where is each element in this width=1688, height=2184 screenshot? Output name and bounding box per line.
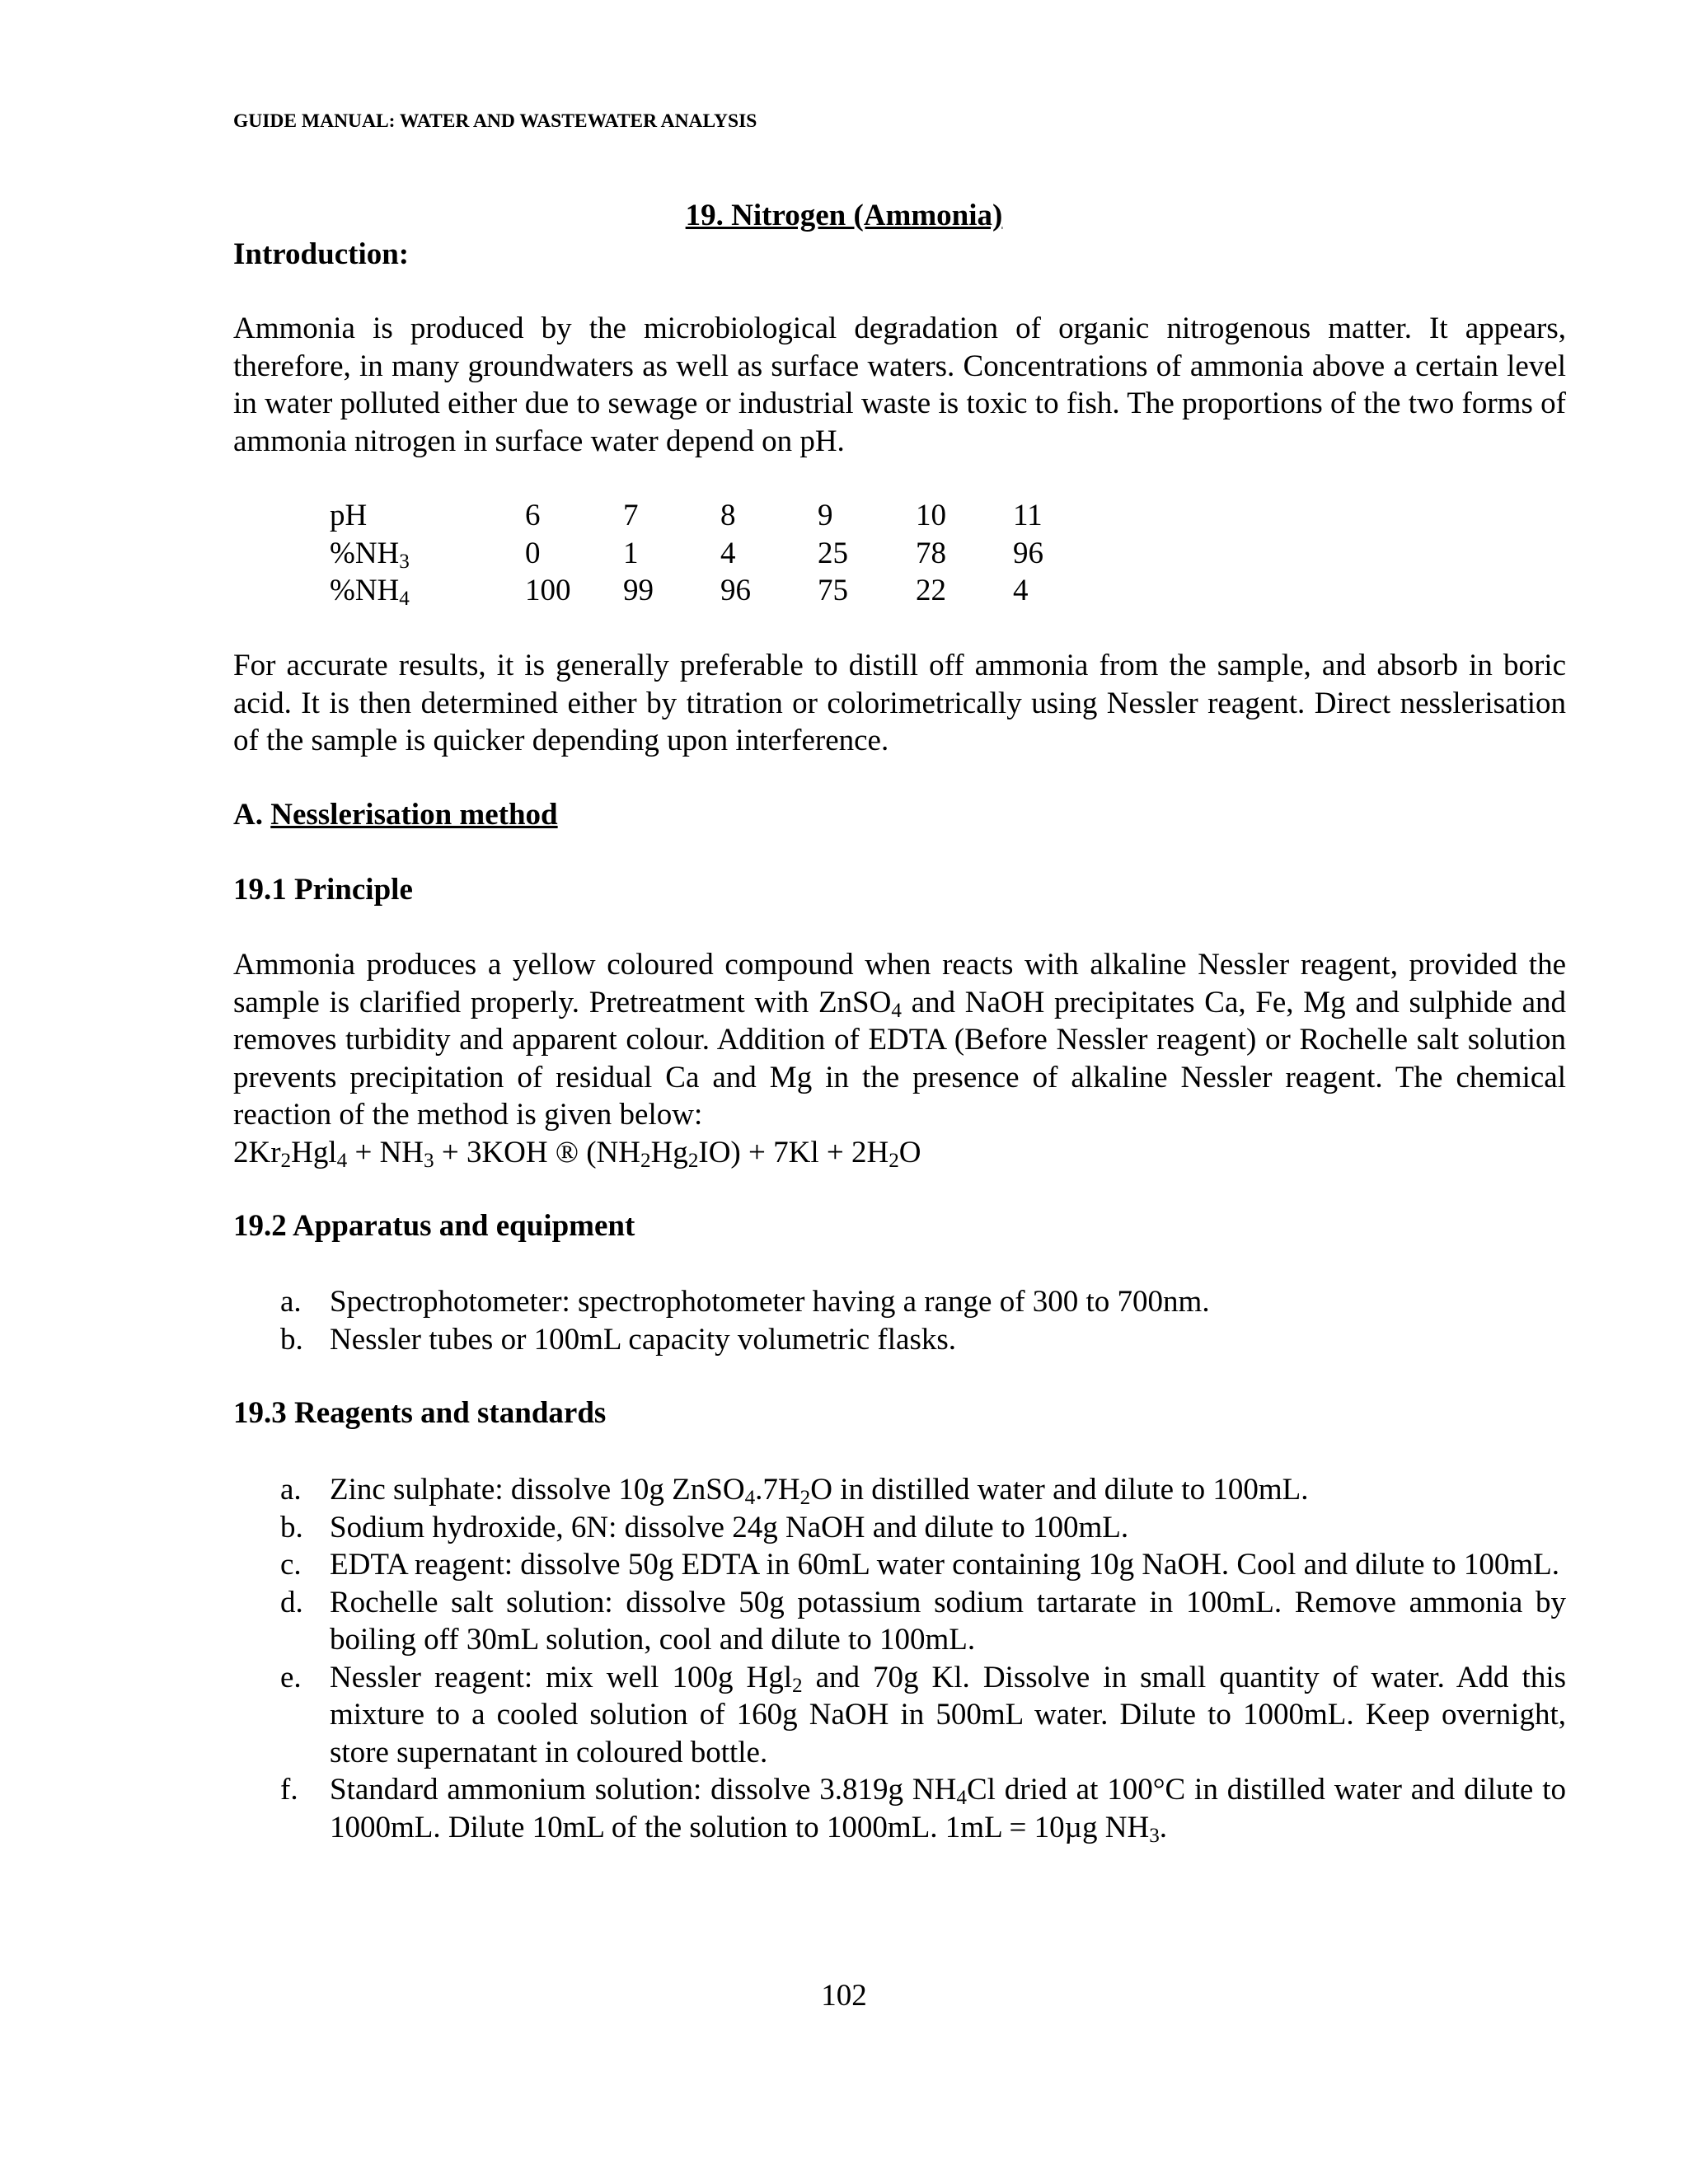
list-item: f. Standard ammonium solution: dissolve 3.819g $NH_4Cl$ dried at 100°C in distilled water and dilute to 1000mL. Dilute 10mL of the solution to 1000mL. 1mL = 10µg $NH_3$. — [280, 1773, 1566, 1847]
principle-heading: 19.1 Principle — [233, 873, 413, 907]
table-cell: 8 — [720, 499, 736, 532]
table-cell: 11 — [1013, 499, 1043, 532]
table-cell: 1 — [623, 536, 639, 570]
reagents-heading: 19.3 Reagents and standards — [233, 1396, 607, 1430]
list-item: b. Sodium hydroxide, 6N: dissolve 24g NaOH and dilute to 100mL. — [280, 1510, 1129, 1544]
row-label: $\%NH_3$ — [330, 536, 410, 573]
table-cell: 22 — [916, 574, 946, 607]
running-header: GUIDE MANUAL: WATER AND WASTEWATER ANALYSIS — [233, 110, 757, 132]
list-item: b. Nessler tubes or 100mL capacity volumetric flasks. — [280, 1322, 956, 1357]
reaction-equation: $2Kr_2Hgl_4 + NH_3 + 3KOH$ ® $(NH_2Hg_2IO) + 7Kl + 2H_2O$ — [233, 1136, 921, 1173]
table-cell: 9 — [818, 499, 833, 532]
row-label: pH — [330, 499, 368, 532]
table-cell: 25 — [818, 536, 848, 570]
list-item: e. Nessler reagent: mix well 100g Hgl$_2$ and 70g Kl. Dissolve in small quantity of water. Add this mixture to a cooled solution of 160g NaOH in 500mL water. Dilute to 1000mL. Keep overnight, store supernatant in coloured bottle. — [280, 1660, 1566, 1769]
table-cell: 4 — [1013, 574, 1029, 607]
apparatus-list — [233, 1283, 1566, 1358]
table-cell: 78 — [916, 536, 946, 570]
table-cell: 99 — [623, 574, 654, 607]
table-cell: 0 — [525, 536, 541, 570]
distillation-paragraph: For accurate results, it is generally preferable to distill off ammonia from the sample, and absorb in boric acid. It is then determined either by titration or colorimetrically using Nessler reagent. Direct nesslerisation of the sample is quicker depending upon interference. — [233, 649, 1566, 757]
table-cell: 4 — [720, 536, 736, 570]
page-number: 102 — [821, 1979, 867, 2013]
list-item: a. Spectrophotometer: spectrophotometer having a range of 300 to 700nm. — [280, 1285, 1210, 1319]
list-item: d. Rochelle salt solution: dissolve 50g potassium sodium tartarate in 100mL. Remove ammonia by boiling off 30mL solution, cool and dilute to 100mL. — [280, 1585, 1566, 1657]
list-item: c. EDTA reagent: dissolve 50g EDTA in 60mL water containing 10g NaOH. Cool and dilute to 100mL. — [280, 1548, 1559, 1582]
table-cell: 10 — [916, 499, 946, 532]
table-cell: 6 — [525, 499, 541, 532]
chapter-title: 19. Nitrogen (Ammonia) — [685, 199, 1003, 232]
table-cell: 96 — [720, 574, 751, 607]
principle-paragraph: Ammonia produces a yellow coloured compound when reacts with alkaline Nessler reagent, provided the sample is clarified properly. Pretreatment with ZnSO$_4$ and NaOH precipitates Ca, Fe, Mg and sulphide and removes turbidity and apparent colour. Addition of EDTA (Before Nessler reagent) or Rochelle salt solution prevents precipitation of residual Ca and Mg in the presence of alkaline Nessler reagent. The chemical reaction of the method is given below: — [233, 948, 1566, 1132]
table-cell: 96 — [1013, 536, 1043, 570]
section-a-heading: A. Nesslerisation method — [233, 798, 558, 832]
table-cell: 75 — [818, 574, 848, 607]
table-cell: 7 — [623, 499, 639, 532]
apparatus-heading: 19.2 Apparatus and equipment — [233, 1209, 635, 1243]
list-item: a. Zinc sulphate: dissolve 10g $ZnSO_4.7H_2O$ in distilled water and dilute to 100mL. — [280, 1473, 1309, 1510]
intro-paragraph: Ammonia is produced by the microbiological degradation of organic nitrogenous matter. It appears, therefore, in many groundwaters as well as surface waters. Concentrations of ammonia above a certain level in water polluted either due to sewage or industrial waste is toxic to fish. The proportions of the two forms of ammonia nitrogen in surface water depend on pH. — [233, 312, 1566, 458]
row-label: $\%NH_4$ — [330, 574, 410, 611]
introduction-heading: Introduction: — [233, 237, 410, 271]
reagents-list — [233, 1471, 1566, 1846]
table-cell: 100 — [525, 574, 571, 607]
